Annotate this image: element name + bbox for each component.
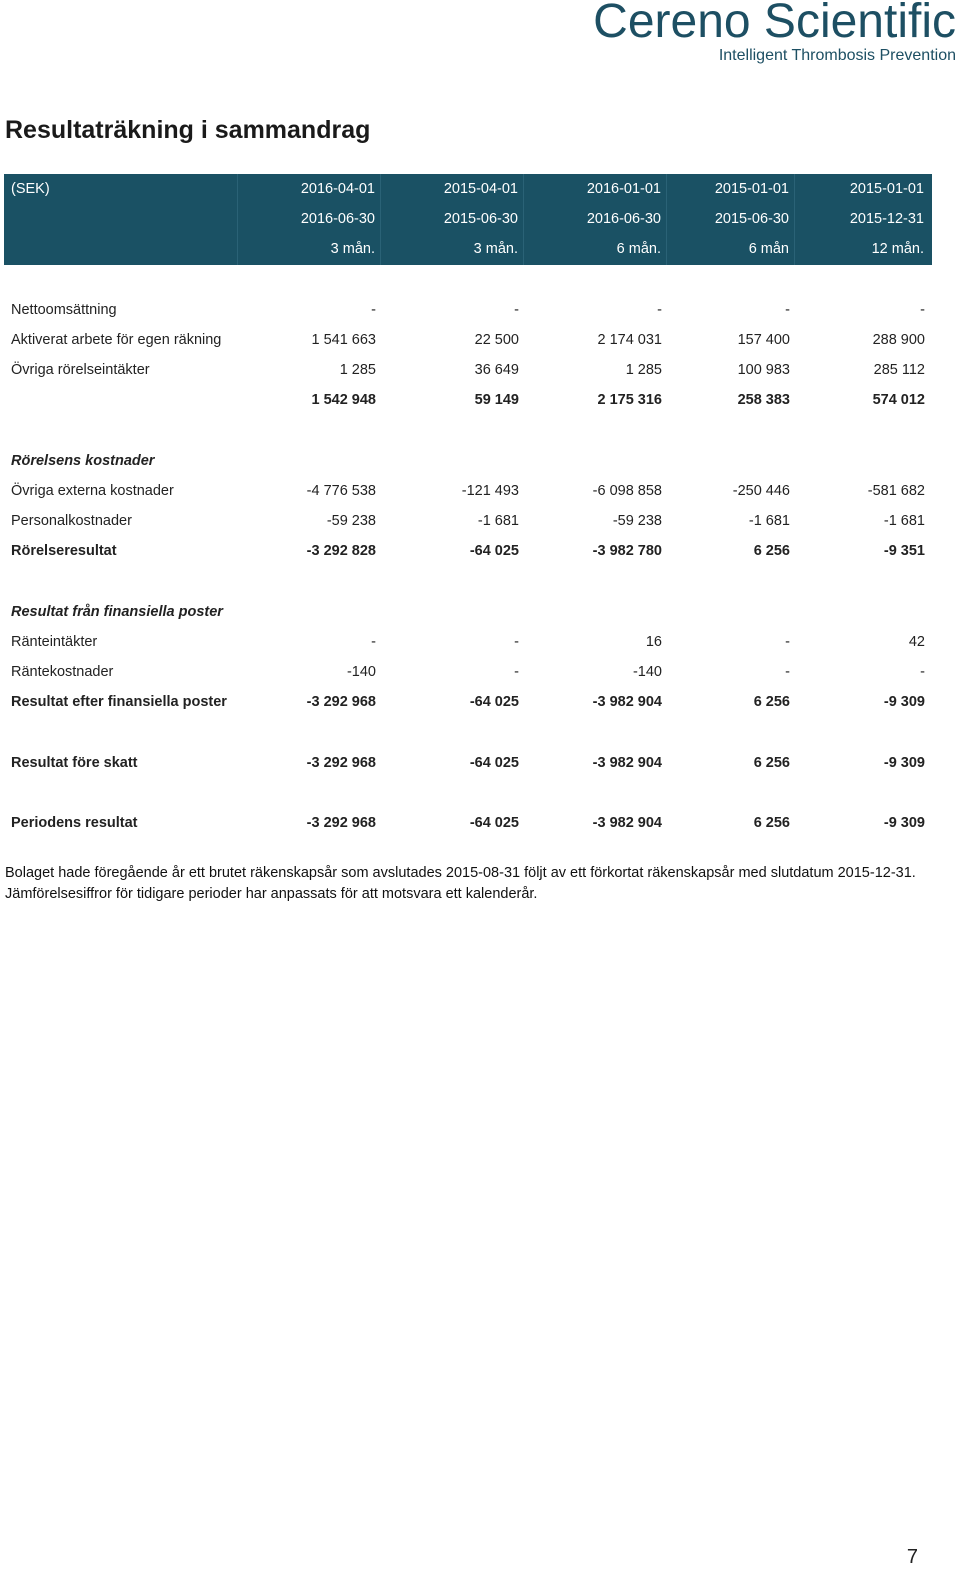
table-row	[0, 362, 960, 392]
section-heading	[0, 604, 960, 634]
row-value: -1 681	[748, 513, 790, 529]
page-title: Resultaträkning i sammandrag	[5, 116, 371, 144]
header-col1-to: 2016-06-30	[300, 211, 375, 227]
row-value: 6 256	[753, 815, 790, 831]
table-row	[0, 483, 960, 513]
header-col1-period: 3 mån.	[330, 241, 375, 257]
table-row-total	[0, 543, 960, 573]
table-row-total	[0, 694, 960, 724]
row-value: -3 982 904	[592, 815, 662, 831]
header-col5-from: 2015-01-01	[849, 181, 924, 197]
row-label: Rörelseresultat	[11, 543, 117, 559]
row-value: 2 175 316	[597, 392, 662, 408]
row-value: 22 500	[474, 332, 519, 348]
row-value: -	[657, 302, 662, 318]
header-col3-from: 2016-01-01	[586, 181, 661, 197]
row-value: -3 292 968	[306, 694, 376, 710]
logo-tagline: Intelligent Thrombosis Prevention	[718, 47, 956, 64]
row-value: 6 256	[753, 755, 790, 771]
row-value: -	[785, 302, 790, 318]
row-label: Övriga externa kostnader	[11, 483, 174, 499]
header-col2-period: 3 mån.	[473, 241, 518, 257]
header-col3-to: 2016-06-30	[586, 211, 661, 227]
row-value: -3 982 904	[592, 694, 662, 710]
row-value: 59 149	[474, 392, 519, 408]
row-value: -6 098 858	[592, 483, 662, 499]
row-value: -	[371, 634, 376, 650]
section-heading-label: Resultat från finansiella poster	[11, 604, 223, 620]
row-label: Ränteintäkter	[11, 634, 98, 650]
row-value: -250 446	[732, 483, 790, 499]
row-value: 1 285	[339, 362, 376, 378]
row-value: -4 776 538	[306, 483, 376, 499]
row-value: -1 681	[477, 513, 519, 529]
row-label: Resultat före skatt	[11, 755, 138, 771]
row-value: -	[785, 664, 790, 680]
header-divider	[794, 174, 795, 265]
row-value: -	[514, 302, 519, 318]
row-value: 6 256	[753, 694, 790, 710]
row-value: -1 681	[883, 513, 925, 529]
logo-name: Cereno Scientific	[593, 0, 956, 48]
row-label: Resultat efter finansiella poster	[11, 694, 227, 710]
row-value: -64 025	[469, 755, 519, 771]
row-value: -64 025	[469, 815, 519, 831]
row-value: 288 900	[872, 332, 925, 348]
row-value: 42	[908, 634, 925, 650]
row-value: -64 025	[469, 694, 519, 710]
table-row-total	[0, 815, 960, 845]
row-value: -140	[632, 664, 662, 680]
row-value: 1 285	[625, 362, 662, 378]
row-value: -9 309	[883, 694, 925, 710]
header-col5-period: 12 mån.	[871, 241, 924, 257]
row-value: 16	[645, 634, 662, 650]
row-value: -	[371, 302, 376, 318]
row-value: 157 400	[737, 332, 790, 348]
header-divider	[380, 174, 381, 265]
row-value: 2 174 031	[597, 332, 662, 348]
header-col2-to: 2015-06-30	[443, 211, 518, 227]
row-value: -64 025	[469, 543, 519, 559]
footnote: Bolaget hade föregående år ett brutet räkenskapsår som avslutades 2015-08-31 följt av ett förkortat räkenskapsår med slutdatum 2015-12-31. Jämförelsesiffror för tidigare perioder har anpassats för att motsvara ett kalenderår.	[5, 865, 916, 902]
header-divider	[666, 174, 667, 265]
table-row	[0, 302, 960, 332]
row-value: 36 649	[474, 362, 519, 378]
row-value: 285 112	[873, 362, 925, 378]
row-value: -9 309	[883, 815, 925, 831]
table-header	[4, 174, 932, 265]
table-row-total	[0, 755, 960, 785]
row-value: -3 982 780	[592, 543, 662, 559]
row-value: -59 238	[612, 513, 662, 529]
row-label: Periodens resultat	[11, 815, 138, 831]
header-col2-from: 2015-04-01	[443, 181, 518, 197]
row-value: -3 292 828	[306, 543, 376, 559]
row-value: 100 983	[737, 362, 790, 378]
section-heading-label: Rörelsens kostnader	[11, 453, 155, 469]
row-value: -	[920, 664, 925, 680]
row-label: Övriga rörelseintäkter	[11, 362, 150, 378]
row-label: Aktiverat arbete för egen räkning	[11, 332, 222, 348]
row-value: -3 292 968	[306, 815, 376, 831]
row-value: -581 682	[867, 483, 925, 499]
row-value: -	[920, 302, 925, 318]
table-row	[0, 634, 960, 664]
row-value: -	[514, 634, 519, 650]
row-value: -140	[346, 664, 376, 680]
table-row	[0, 513, 960, 543]
table-row	[0, 664, 960, 694]
row-value: 1 541 663	[311, 332, 376, 348]
section-heading	[0, 453, 960, 483]
row-label: Räntekostnader	[11, 664, 114, 680]
row-value: -	[514, 664, 519, 680]
header-divider	[523, 174, 524, 265]
header-col1-from: 2016-04-01	[300, 181, 375, 197]
row-value: 6 256	[753, 543, 790, 559]
row-value: 1 542 948	[311, 392, 376, 408]
header-col4-to: 2015-06-30	[714, 211, 789, 227]
row-value: -	[785, 634, 790, 650]
header-col5-to: 2015-12-31	[849, 211, 924, 227]
table-row	[0, 332, 960, 362]
row-value: 574 012	[872, 392, 925, 408]
row-value: -9 309	[883, 755, 925, 771]
header-col4-period: 6 mån	[748, 241, 789, 257]
row-label: Nettoomsättning	[11, 302, 117, 318]
row-value: -3 292 968	[306, 755, 376, 771]
row-value: 258 383	[737, 392, 790, 408]
row-value: -3 982 904	[592, 755, 662, 771]
header-col3-period: 6 mån.	[616, 241, 661, 257]
table-row-subtotal	[0, 392, 960, 422]
row-value: -121 493	[461, 483, 519, 499]
page-number: 7	[906, 1546, 918, 1568]
row-value: -59 238	[326, 513, 376, 529]
row-label: Personalkostnader	[11, 513, 132, 529]
company-logo	[593, 0, 958, 70]
row-value: -9 351	[883, 543, 925, 559]
header-unit: (SEK)	[11, 181, 50, 197]
header-divider	[237, 174, 238, 265]
header-col4-from: 2015-01-01	[714, 181, 789, 197]
